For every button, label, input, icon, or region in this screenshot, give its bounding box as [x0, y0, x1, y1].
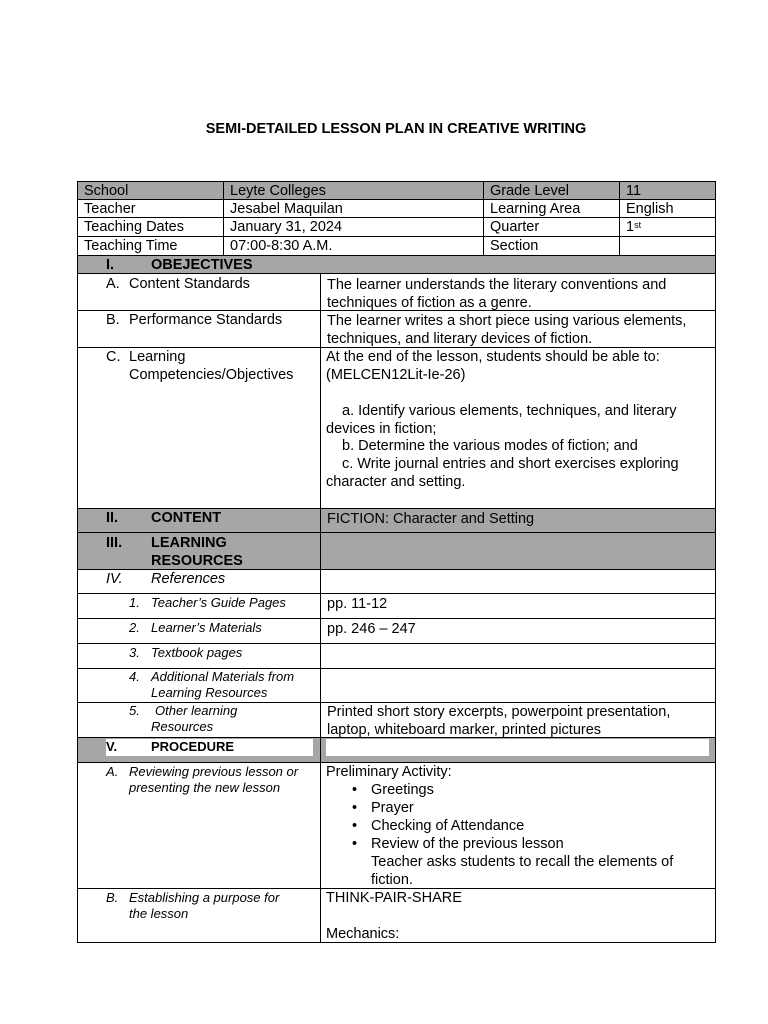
- quarter-number: 1: [626, 219, 635, 235]
- quarter-value: [619, 217, 716, 237]
- references-label: References: [151, 571, 226, 587]
- other-resources-label-line1: Other learning: [155, 703, 238, 718]
- other-resources-label-line2: Resources: [151, 719, 214, 734]
- purpose-mechanics: Mechanics:: [326, 926, 400, 942]
- purpose-label-line2: the lesson: [129, 906, 189, 921]
- competency-b: b. Determine the various modes of fiction; and: [342, 438, 638, 454]
- teacher-label: Teacher: [77, 199, 224, 218]
- textbook-pages-label: Textbook pages: [151, 645, 243, 660]
- competencies-label-line1: Learning: [129, 349, 186, 365]
- list-item: • Checking of Attendance: [326, 817, 564, 835]
- content-standards-label: Content Standards: [129, 276, 250, 292]
- additional-materials-value: [320, 668, 716, 703]
- content-standards-letter: A.: [106, 276, 120, 292]
- competency-c: c. Write journal entries and short exercises exploring character and setting.: [326, 456, 679, 490]
- competencies-label-line2: Competencies/Objectives: [129, 367, 294, 383]
- other-resources-value: Printed short story excerpts, powerpoint presentation, laptop, whiteboard marker, printed pictures: [320, 702, 716, 738]
- resources-heading-line1: LEARNING: [151, 535, 227, 551]
- preliminary-activity-list: [326, 781, 564, 853]
- content-heading: CONTENT: [151, 510, 222, 526]
- section-value: [619, 236, 716, 256]
- procedure-heading: PROCEDURE: [151, 739, 235, 754]
- procedure-value-shading: [326, 739, 709, 756]
- procedure-divider: [320, 737, 321, 763]
- content-text: FICTION: Character and Setting: [320, 508, 716, 533]
- competencies-letter: C.: [106, 349, 121, 365]
- additional-materials-number: 4.: [129, 669, 140, 684]
- resources-header-right: [320, 532, 716, 570]
- learner-materials-label: Learner’s Materials: [151, 620, 262, 635]
- competencies-code: (MELCEN12Lit-Ie-26): [326, 367, 466, 383]
- quarter-suffix: st: [634, 220, 642, 230]
- references-number: IV.: [106, 571, 123, 587]
- textbook-pages-value: [320, 643, 716, 669]
- review-letter: A.: [106, 764, 119, 779]
- time-value: 07:00-8:30 A.M.: [223, 236, 484, 256]
- learner-materials-value: pp. 246 – 247: [320, 618, 716, 644]
- area-label: Learning Area: [483, 199, 620, 218]
- other-resources-number: 5.: [129, 703, 140, 718]
- resources-heading-line2: RESOURCES: [151, 553, 243, 569]
- preliminary-activity-title: Preliminary Activity:: [326, 764, 452, 780]
- list-item: • Review of the previous lesson: [326, 835, 564, 853]
- guide-pages-label: Teacher’s Guide Pages: [151, 595, 286, 610]
- procedure-number: V.: [106, 739, 118, 754]
- objectives-number: I.: [106, 257, 115, 273]
- objectives-heading: OBEJECTIVES: [151, 257, 253, 273]
- teacher-value: Jesabel Maquilan: [223, 199, 484, 218]
- guide-pages-number: 1.: [129, 595, 140, 610]
- time-label: Teaching Time: [77, 236, 224, 256]
- dates-label: Teaching Dates: [77, 217, 224, 237]
- textbook-pages-number: 3.: [129, 645, 140, 660]
- performance-standards-letter: B.: [106, 312, 120, 328]
- performance-standards-text: The learner writes a short piece using various elements, techniques, and literary devices of fiction.: [320, 310, 716, 348]
- list-item: • Greetings: [326, 781, 564, 799]
- review-label-line2: presenting the new lesson: [129, 780, 281, 795]
- dates-value: January 31, 2024: [223, 217, 484, 237]
- area-value: English: [619, 199, 716, 218]
- school-value: Leyte Colleges: [223, 181, 484, 200]
- quarter-label: Quarter: [483, 217, 620, 237]
- page-title: SEMI-DETAILED LESSON PLAN IN CREATIVE WRITING: [205, 121, 587, 137]
- content-standards-text: The learner understands the literary conventions and techniques of fiction as a genre.: [320, 273, 716, 311]
- list-item: • Prayer: [326, 799, 564, 817]
- content-number: II.: [106, 510, 119, 526]
- school-label: School: [77, 181, 224, 200]
- competencies-intro: At the end of the lesson, students should be able to:: [326, 349, 660, 365]
- grade-label: Grade Level: [483, 181, 620, 200]
- resources-number: III.: [106, 535, 123, 551]
- purpose-label-line1: Establishing a purpose for: [129, 890, 280, 905]
- purpose-letter: B.: [106, 890, 119, 905]
- references-value: [320, 569, 716, 594]
- guide-pages-value: pp. 11-12: [320, 593, 716, 619]
- performance-standards-label: Performance Standards: [129, 312, 283, 328]
- section-label: Section: [483, 236, 620, 256]
- purpose-title: THINK-PAIR-SHARE: [326, 890, 462, 906]
- additional-materials-label-line2: Learning Resources: [151, 685, 268, 700]
- grade-value: 11: [619, 181, 716, 200]
- learner-materials-number: 2.: [129, 620, 140, 635]
- additional-materials-label-line1: Additional Materials from: [151, 669, 295, 684]
- competency-a: a. Identify various elements, techniques, and literary devices in fiction;: [326, 403, 677, 437]
- review-note: Teacher asks students to recall the elements of fiction.: [371, 854, 674, 888]
- review-label-line1: Reviewing previous lesson or: [129, 764, 299, 779]
